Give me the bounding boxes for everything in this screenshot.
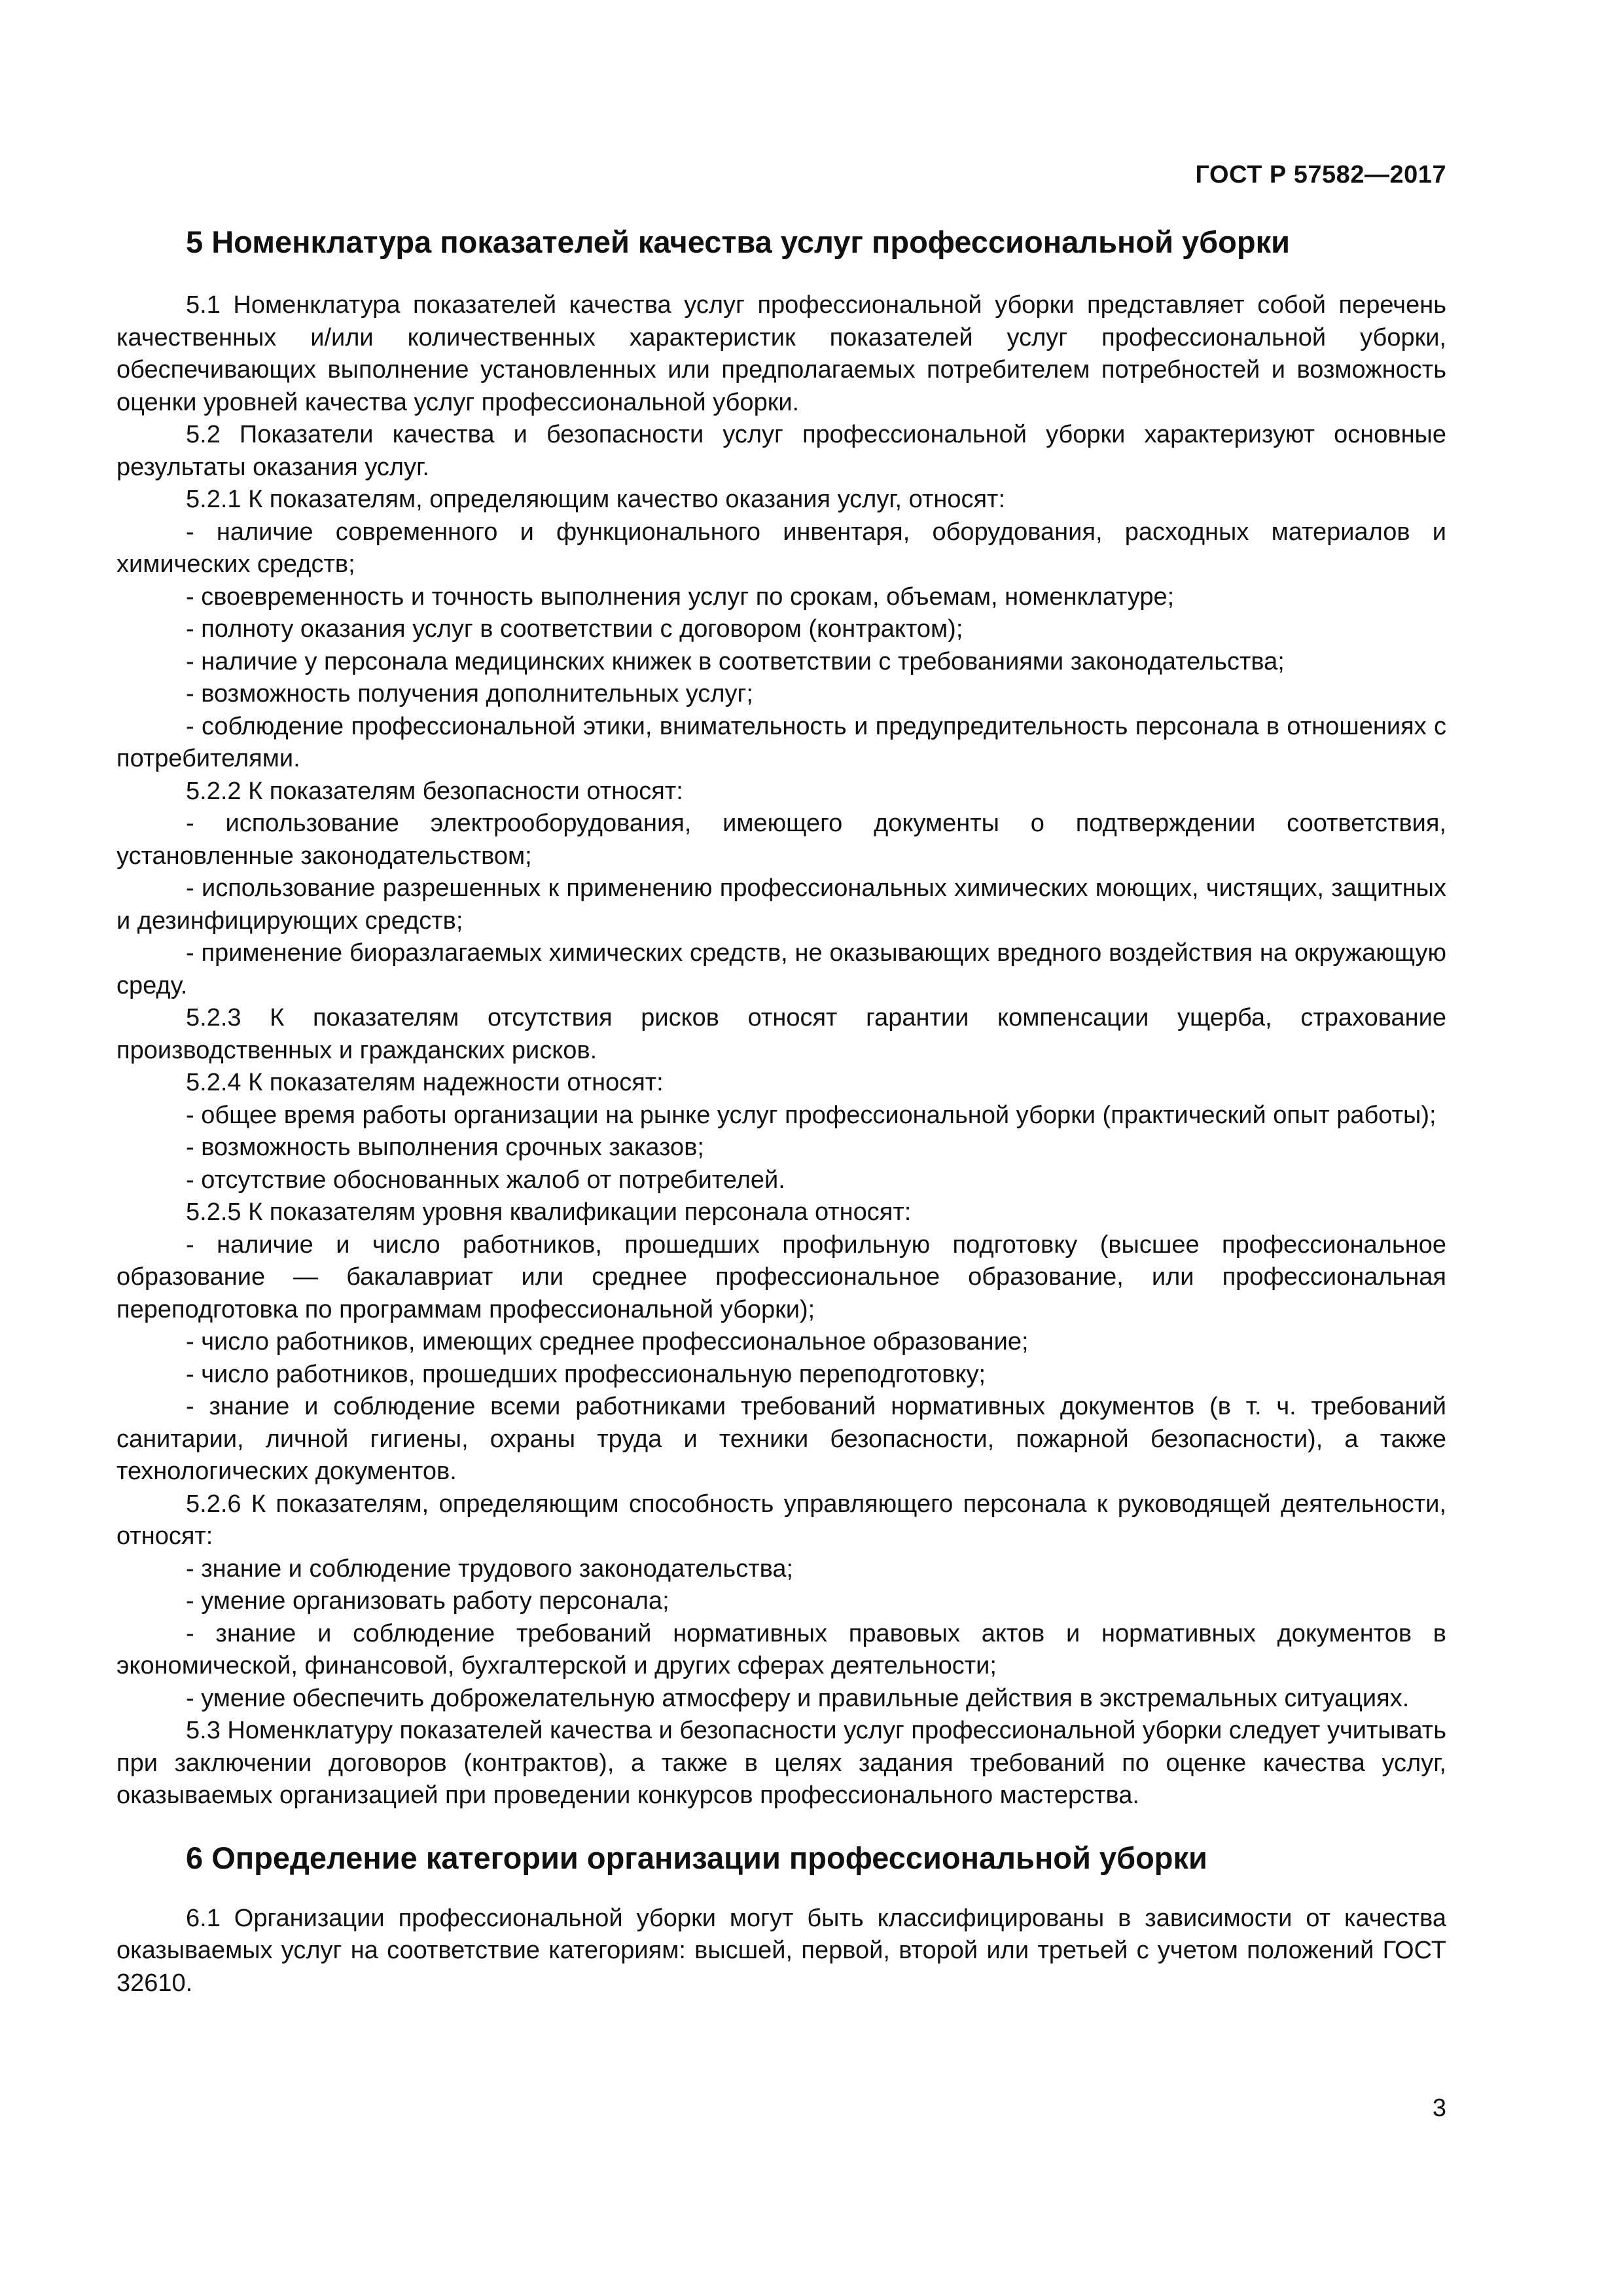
list-item: - полноту оказания услуг в соответствии с договором (контрактом); bbox=[186, 615, 963, 643]
list-item: - знание и соблюдение требований нормативных правовых актов и нормативных документов в экономической, финансовой, бухгалтерской и других сферах деятельности; bbox=[116, 1619, 1446, 1679]
paragraph-5-2-2: 5.2.2 К показателям безопасности относят: bbox=[186, 777, 683, 805]
section-6-heading: 6 Определение категории организации профессиональной уборки bbox=[186, 1840, 1207, 1875]
list-item: - умение организовать работу персонала; bbox=[186, 1587, 669, 1615]
list-item: - отсутствие обоснованных жалоб от потребителей. bbox=[186, 1166, 785, 1194]
paragraph-5-1: 5.1 Номенклатура показателей качества услуг профессиональной уборки представляет собой перечень качественных и/или количественных характеристик показателей услуг профессиональной уборки, обеспечивающих выполнение установленных или предполагаемых потребителем потребностей и возможность оценки уровней качества услуг профессиональной уборки. bbox=[116, 291, 1446, 416]
list-item: - наличие современного и функционального инвентаря, оборудования, расходных материалов и химических средств; bbox=[116, 518, 1446, 578]
paragraph-5-2-5: 5.2.5 К показателям уровня квалификации персонала относят: bbox=[186, 1198, 912, 1226]
paragraph-5-2-4: 5.2.4 К показателям надежности относят: bbox=[186, 1069, 664, 1096]
list-item: - число работников, имеющих среднее профессиональное образование; bbox=[186, 1328, 1029, 1355]
paragraph-5-2-6: 5.2.6 К показателям, определяющим способность управляющего персонала к руководящей деятельности, относят: bbox=[116, 1490, 1446, 1550]
list-item: - применение биоразлагаемых химических средств, не оказывающих вредного воздействия на окружающую среду. bbox=[116, 939, 1446, 999]
paragraph-5-3: 5.3 Номенклатуру показателей качества и безопасности услуг профессиональной уборки следует учитывать при заключении договоров (контрактов), а также в целях задания требований по оценке качества услуг, оказываемых организацией при проведении конкурсов профессионального мастерства. bbox=[116, 1717, 1446, 1809]
paragraph-5-2-3: 5.2.3 К показателям отсутствия рисков относят гарантии компенсации ущерба, страхование производственных и гражданских рисков. bbox=[116, 1004, 1446, 1064]
list-item: - наличие и число работников, прошедших профильную подготовку (высшее профессиональное образование — бакалавриат или среднее профессиональное образование, или профессиональная переподготовка по программам профессиональной уборки); bbox=[116, 1230, 1446, 1323]
section-6-body bbox=[116, 1903, 1446, 2000]
list-item: - возможность выполнения срочных заказов; bbox=[186, 1134, 704, 1161]
list-item: - общее время работы организации на рынке услуг профессиональной уборки (практический опыт работы); bbox=[186, 1101, 1436, 1129]
paragraph-5-2: 5.2 Показатели качества и безопасности услуг профессиональной уборки характеризуют основные результаты оказания услуг. bbox=[116, 421, 1446, 481]
list-item: - возможность получения дополнительных услуг; bbox=[186, 680, 753, 708]
list-item: - умение обеспечить доброжелательную атмосферу и правильные действия в экстремальных ситуациях. bbox=[186, 1684, 1410, 1712]
list-item: - наличие у персонала медицинских книжек в соответствии с требованиями законодательства; bbox=[186, 647, 1285, 675]
paragraph-6-1: 6.1 Организации профессиональной уборки могут быть классифицированы в зависимости от качества оказываемых услуг на соответствие категориям: высшей, первой, второй или третьей с учетом положений ГОСТ 32610. bbox=[116, 1904, 1446, 1997]
list-item: - своевременность и точность выполнения услуг по срокам, объемам, номенклатуре; bbox=[186, 583, 1175, 611]
list-item: - число работников, прошедших профессиональную переподготовку; bbox=[186, 1360, 986, 1388]
page-number: 3 bbox=[1432, 2094, 1446, 2122]
paragraph-5-2-1: 5.2.1 К показателям, определяющим качество оказания услуг, относят: bbox=[186, 486, 1006, 513]
list-item: - использование разрешенных к применению профессиональных химических моющих, чистящих, защитных и дезинфицирующих средств; bbox=[116, 874, 1446, 935]
section-5-heading: 5 Номенклатура показателей качества услуг профессиональной уборки bbox=[186, 224, 1291, 259]
list-item: - соблюдение профессиональной этики, внимательность и предупредительность персонала в отношениях с потребителями. bbox=[116, 712, 1446, 772]
standard-code: ГОСТ Р 57582—2017 bbox=[1195, 161, 1446, 188]
list-item: - знание и соблюдение всеми работниками требований нормативных документов (в т. ч. требований санитарии, личной гигиены, охраны труда и техники безопасности, пожарной безопасности), а также технологических документов. bbox=[116, 1393, 1446, 1485]
document-body bbox=[116, 223, 1446, 2000]
list-item: - использование электрооборудования, имеющего документы о подтверждении соответствия, установленные законодательством; bbox=[116, 810, 1446, 870]
list-item: - знание и соблюдение трудового законодательства; bbox=[186, 1554, 794, 1583]
section-5-body bbox=[116, 289, 1446, 1812]
